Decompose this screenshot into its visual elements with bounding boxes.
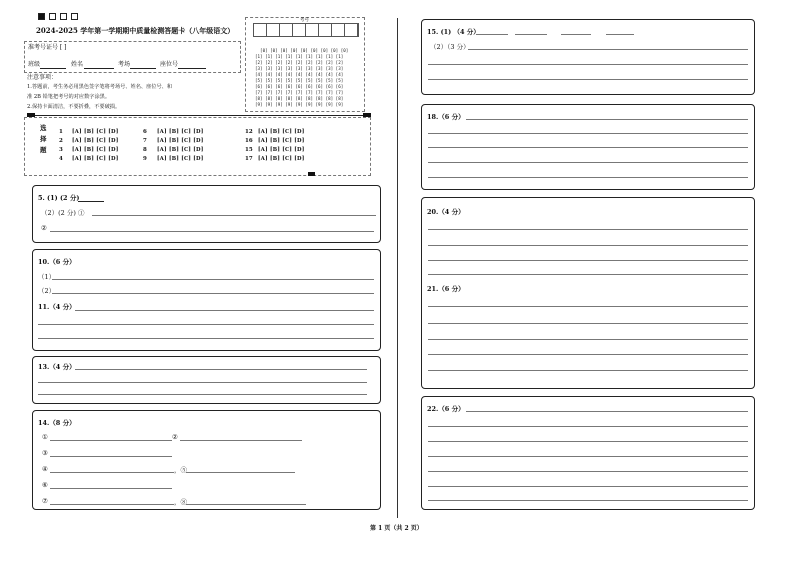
choice-options[interactable]: [A] [B] [C] [D] — [157, 138, 204, 144]
answer-line[interactable] — [606, 34, 634, 35]
page-title: 2024-2025 学年第一学期期中质量检测答题卡（八年级语文） — [36, 26, 235, 35]
answer-line[interactable] — [428, 441, 748, 442]
choice-label-1: 选 — [40, 124, 47, 132]
answer-line[interactable] — [50, 456, 172, 457]
corner-square-1 — [49, 13, 56, 20]
answer-line[interactable] — [52, 293, 374, 294]
answer-line[interactable] — [428, 245, 748, 246]
answer-line[interactable] — [466, 119, 748, 120]
answer-line[interactable] — [428, 229, 748, 230]
question-10-11-box — [32, 249, 381, 351]
choice-number: 8 — [143, 147, 147, 153]
notes-title: 注意事项： — [27, 74, 58, 81]
choice-label-2: 择 — [40, 135, 47, 143]
choice-number: 4 — [59, 156, 63, 162]
answer-line[interactable] — [428, 133, 748, 134]
blank-label: ，⑧ — [174, 498, 187, 506]
note-line-2: 准 2B 铅笔把考号的对应数字涂黑。 — [27, 94, 111, 100]
question-11-title: 11.（4 分） — [38, 303, 76, 311]
choice-options[interactable]: [A] [B] [C] [D] — [72, 156, 119, 162]
answer-line[interactable] — [476, 34, 508, 35]
choice-options[interactable]: [A] [B] [C] [D] — [72, 138, 119, 144]
question-14-box — [32, 410, 381, 510]
answer-line[interactable] — [428, 79, 748, 80]
note-line-3: 2.保持卡面清洁，不要折叠，不要破损。 — [27, 104, 121, 110]
choice-number: 2 — [59, 138, 63, 144]
question-10-title: 10.（6 分） — [38, 258, 76, 266]
field-class: 班级 — [28, 61, 41, 68]
question-13-box — [32, 356, 381, 404]
answer-line[interactable] — [428, 471, 748, 472]
answer-line[interactable] — [428, 323, 748, 324]
choice-options[interactable]: [A] [B] [C] [D] — [72, 129, 119, 135]
choice-number: 12 — [245, 129, 253, 135]
answer-line[interactable] — [52, 279, 374, 280]
question-20-21-box — [421, 197, 755, 389]
corner-square-3 — [71, 13, 78, 20]
page-number: 第 1 页（共 2 页） — [370, 525, 423, 532]
answer-line[interactable] — [75, 310, 374, 311]
question-22-box — [421, 396, 755, 510]
answer-line[interactable] — [428, 64, 748, 65]
answer-line[interactable] — [50, 488, 172, 489]
blank-label: ① — [42, 433, 48, 441]
answer-line[interactable] — [428, 162, 748, 163]
answer-line[interactable] — [428, 260, 748, 261]
choice-number: 1 — [59, 129, 63, 135]
choice-number: 7 — [143, 138, 147, 144]
answer-line[interactable] — [428, 486, 748, 487]
question-14-title: 14.（8 分） — [38, 419, 76, 427]
answer-line[interactable] — [38, 324, 374, 325]
blank-label: ⑦ — [42, 497, 48, 505]
choice-options[interactable]: [A] [B] [C] [D] — [157, 156, 204, 162]
id-grid-header-cells — [253, 23, 359, 37]
blank-label: ⑥ — [42, 481, 48, 489]
question-18-title: 18.（6 分） — [427, 113, 465, 121]
answer-line[interactable] — [428, 370, 748, 371]
id-grid-label: 考号 — [300, 18, 309, 23]
question-5-sub2b: ② — [41, 224, 47, 232]
answer-line[interactable] — [428, 147, 748, 148]
question-21-title: 21.（6 分） — [427, 285, 465, 293]
question-10-sub1: （1） — [38, 273, 56, 281]
choice-number: 15 — [245, 147, 253, 153]
note-line-1: 1.答题前，考生务必用黑色签字笔将考场号、姓名、座位号、和 — [27, 84, 173, 90]
answer-line[interactable] — [428, 274, 748, 275]
id-grid-rows: [0] [0] [0] [0] [0] [0] [0] [0] [0] [1] [1] [1] [1] [1] [1] [1] [1] [1] [2] [2] [2] [2] [2] [2] [2] [2] [2] [3] [3] [3] [3] [3] [3] [3] [3] [3] [4] [4] [4] [4] [4] [4] [4] [4] [4] [5] [5] [5] [5] [5] [5] [5] [5] [5] [6] [6] [6] [6] [6] [6] [6] [6] [6] [7] [7] [7] [7] [7] [7] [7] [7] [7] [8] [8] [8] [8] [8] [8] [8] [8] [8] [9] [9] [9] [9] [9] [9] [9] [9] [9] — [255, 48, 349, 107]
answer-line[interactable] — [50, 472, 174, 473]
answer-line[interactable] — [75, 369, 367, 370]
choice-options[interactable]: [A] [B] [C] [D] — [157, 147, 204, 153]
exam-info-label: 准考号证号 [ ] — [28, 44, 67, 51]
field-room: 考场 — [118, 61, 131, 68]
choice-number: 3 — [59, 147, 63, 153]
blank-label: ，⑤ — [174, 466, 187, 474]
answer-line[interactable] — [428, 354, 748, 355]
answer-line[interactable] — [428, 426, 748, 427]
choice-number: 9 — [143, 156, 147, 162]
choice-number: 17 — [245, 156, 253, 162]
choice-options[interactable]: [A] [B] [C] [D] — [258, 147, 305, 153]
choice-label-3: 题 — [40, 146, 47, 154]
choice-number: 16 — [245, 138, 253, 144]
field-name: 姓名 — [71, 61, 84, 68]
answer-line[interactable] — [428, 177, 748, 178]
answer-line[interactable] — [428, 500, 748, 501]
choice-options[interactable]: [A] [B] [C] [D] — [157, 129, 204, 135]
answer-line[interactable] — [180, 440, 302, 441]
choice-options[interactable]: [A] [B] [C] [D] — [258, 129, 305, 135]
answer-line[interactable] — [38, 394, 367, 395]
answer-line[interactable] — [38, 338, 374, 339]
answer-line[interactable] — [515, 34, 547, 35]
answer-line[interactable] — [92, 215, 376, 216]
question-20-title: 20.（4 分） — [427, 208, 465, 216]
choice-options[interactable]: [A] [B] [C] [D] — [258, 156, 305, 162]
answer-line[interactable] — [38, 382, 367, 383]
answer-line[interactable] — [50, 231, 374, 232]
question-10-sub2: （2） — [38, 287, 56, 295]
answer-line[interactable] — [428, 306, 748, 307]
question-5-title: 5. (1) (2 分) — [38, 194, 80, 202]
answer-line[interactable] — [428, 456, 748, 457]
choice-number: 6 — [143, 129, 147, 135]
column-divider — [397, 18, 398, 518]
answer-line[interactable] — [50, 504, 174, 505]
field-seat: 座位号 — [160, 61, 179, 68]
corner-square-filled — [38, 13, 45, 20]
question-15-sub2: （2）（3 分） — [430, 43, 470, 51]
question-15-title: 15. (1) （4 分） — [427, 28, 480, 36]
blank-label: ④ — [42, 465, 48, 473]
question-13-title: 13.（4 分） — [38, 363, 76, 371]
answer-line[interactable] — [50, 440, 172, 441]
answer-line[interactable] — [466, 411, 748, 412]
question-5-sub2: （2）(2 分) ① — [41, 209, 85, 217]
corner-square-2 — [60, 13, 67, 20]
answer-line[interactable] — [561, 34, 591, 35]
answer-line[interactable] — [186, 472, 295, 473]
blank-label: ③ — [42, 449, 48, 457]
alignment-marker-bottom — [308, 172, 315, 176]
blank-label: ② — [172, 433, 178, 441]
question-22-title: 22.（6 分） — [427, 405, 465, 413]
choice-options[interactable]: [A] [B] [C] [D] — [72, 147, 119, 153]
answer-line[interactable] — [468, 49, 748, 50]
choice-options[interactable]: [A] [B] [C] [D] — [258, 138, 305, 144]
answer-line[interactable] — [186, 504, 306, 505]
answer-line[interactable] — [428, 339, 748, 340]
